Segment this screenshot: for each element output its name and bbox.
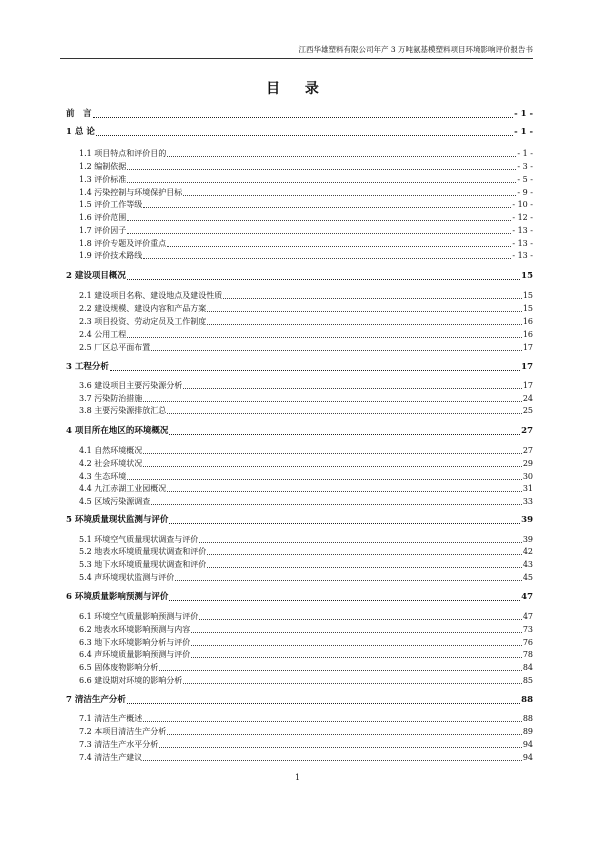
toc-chapter-entry[interactable] — [66, 270, 533, 283]
toc-entry-page: 94 — [522, 740, 533, 749]
toc-entry-page: 31 — [522, 484, 533, 493]
toc-entry-label: 2.5 厂区总平面布置 — [79, 343, 151, 352]
toc-section-entry[interactable] — [66, 198, 533, 211]
toc-dot-leader — [183, 388, 522, 389]
toc-entry-label: 6.2 地表水环境影响预测与内容 — [79, 625, 191, 634]
toc-dot-leader — [207, 567, 522, 568]
toc-dot-leader — [169, 600, 520, 601]
toc-entry-page: 89 — [522, 727, 533, 736]
toc-entry-page: 39 — [522, 535, 533, 544]
toc-entry-page: 47 — [521, 592, 533, 602]
toc-entry-page: 76 — [522, 638, 533, 647]
toc-entry-page: 88 — [522, 714, 533, 723]
toc-section-entry[interactable] — [66, 289, 533, 302]
toc-dot-leader — [191, 645, 522, 646]
toc-entry-label: 1.5 评价工作等级 — [79, 200, 143, 209]
toc-entry-label: 6.6 建设期对环境的影响分析 — [79, 676, 183, 685]
toc-chapter-entry[interactable] — [66, 425, 533, 438]
toc-section-entry[interactable] — [66, 379, 533, 392]
toc-entry-label: 6.5 固体废物影响分析 — [79, 663, 159, 672]
toc-chapter-entry[interactable] — [66, 361, 533, 374]
toc-entry-page: 17 — [522, 343, 533, 352]
toc-section-entry[interactable] — [66, 302, 533, 315]
toc-section-entry[interactable] — [66, 623, 533, 636]
toc-entry-page: 17 — [522, 381, 533, 390]
toc-entry-label: 1.7 评价因子 — [79, 226, 127, 235]
toc-section-entry[interactable] — [66, 224, 533, 237]
toc-entry-label: 3.7 污染防治措施 — [79, 394, 143, 403]
toc-entry-label: 7 清洁生产分析 — [66, 695, 126, 705]
toc-entry-page: - 1 - — [517, 149, 533, 158]
toc-dot-leader — [127, 337, 522, 338]
toc-dot-leader — [127, 182, 516, 183]
toc-dot-leader — [143, 721, 522, 722]
running-header: 江西华雄塑料有限公司年产 3 万吨氨基模塑料项目环境影响评价报告书 — [60, 44, 533, 59]
toc-dot-leader — [167, 734, 522, 735]
toc-entry-page: 17 — [521, 362, 533, 372]
toc-entry-label: 1.8 评价专题及评价重点 — [79, 239, 167, 248]
toc-section-entry[interactable] — [66, 495, 533, 508]
toc-entry-label: 4.4 九江赤湖工业园概况 — [79, 484, 167, 493]
toc-dot-leader — [167, 413, 522, 414]
toc-entry-page: - 13 - — [512, 226, 533, 235]
toc-dot-leader — [127, 233, 511, 234]
toc-dot-leader — [127, 220, 511, 221]
toc-dot-leader — [183, 683, 522, 684]
toc-section-entry[interactable] — [66, 249, 533, 262]
toc-entry-label: 7.4 清洁生产建议 — [79, 753, 143, 762]
toc-section-entry[interactable] — [66, 457, 533, 470]
toc-entry-page: 15 — [521, 271, 533, 281]
toc-entry-label: 2 建设项目概况 — [66, 271, 126, 281]
toc-entry-label: 6.4 声环境质量影响预测与评价 — [79, 650, 191, 659]
toc-entry-page: - 5 - — [517, 175, 533, 184]
toc-dot-leader — [207, 554, 522, 555]
toc-entry-page: 15 — [522, 304, 533, 313]
toc-entry-label: 2.4 公用工程 — [79, 330, 127, 339]
toc-entry-label: 3.8 主要污染源排放汇总 — [79, 406, 167, 415]
toc-dot-leader — [151, 350, 522, 351]
toc-dot-leader — [127, 479, 522, 480]
toc-entry-label: 5 环境质量现状监测与评价 — [66, 515, 169, 525]
toc-dot-leader — [167, 156, 516, 157]
toc-entry-page: - 1 - — [514, 127, 533, 137]
toc-section-entry[interactable] — [66, 648, 533, 661]
toc-dot-leader — [169, 523, 520, 524]
toc-dot-leader — [96, 135, 513, 136]
toc-section-entry[interactable] — [66, 545, 533, 558]
toc-chapter-entry[interactable] — [66, 514, 533, 527]
toc-dot-leader — [93, 117, 514, 118]
toc-entry-page: 88 — [521, 695, 533, 705]
toc-entry-page: 16 — [522, 317, 533, 326]
toc-dot-leader — [183, 195, 516, 196]
toc-entry-label: 7.1 清洁生产概述 — [79, 714, 143, 723]
toc-dot-leader — [143, 466, 522, 467]
toc-entry-page: 94 — [522, 753, 533, 762]
toc-dot-leader — [175, 580, 522, 581]
toc-entry-label: 1.6 评价范围 — [79, 213, 127, 222]
toc-entry-page: - 13 - — [512, 251, 533, 260]
toc-entry-page: 78 — [522, 650, 533, 659]
toc-dot-leader — [143, 401, 522, 402]
toc-dot-leader — [151, 504, 522, 505]
toc-dot-leader — [199, 542, 522, 543]
toc-dot-leader — [127, 169, 516, 170]
toc-dot-leader — [223, 298, 522, 299]
page-title: 目 录 — [266, 81, 329, 97]
toc-entry-label: 2.3 项目投资、劳动定员及工作制度 — [79, 317, 207, 326]
toc-section-entry[interactable] — [66, 315, 533, 328]
toc-dot-leader — [143, 258, 511, 259]
toc-entry-page: - 12 - — [512, 213, 533, 222]
toc-entry-page: 73 — [522, 625, 533, 634]
toc-entry-label: 前 言 — [66, 109, 92, 119]
toc-entry-label: 1.3 评价标准 — [79, 175, 127, 184]
toc-entry-page: - 1 - — [514, 109, 533, 119]
toc-section-entry[interactable] — [66, 558, 533, 571]
toc-entry-label: 6.3 地下水环境影响分析与评价 — [79, 638, 191, 647]
toc-chapter-entry[interactable] — [66, 591, 533, 604]
toc-entry-page: 85 — [522, 676, 533, 685]
toc-dot-leader — [159, 747, 522, 748]
toc-entry-label: 3.6 建设项目主要污染源分析 — [79, 381, 183, 390]
toc-dot-leader — [159, 670, 522, 671]
toc-dot-leader — [191, 657, 522, 658]
toc-section-entry[interactable] — [66, 444, 533, 457]
toc-entry-label: 5.3 地下水环境质量现状调查和评价 — [79, 560, 207, 569]
toc-entry-page: 45 — [522, 573, 533, 582]
toc-entry-label: 2.1 建设项目名称、建设地点及建设性质 — [79, 291, 223, 300]
toc-section-entry[interactable] — [66, 341, 533, 354]
toc-entry-page: 84 — [522, 663, 533, 672]
toc-entry-page: 33 — [522, 497, 533, 506]
toc-dot-leader — [127, 279, 520, 280]
toc-entry-page: 47 — [522, 612, 533, 621]
toc-dot-leader — [110, 370, 520, 371]
toc-entry-page: 39 — [521, 515, 533, 525]
toc-entry-label: 4.5 区域污染源调查 — [79, 497, 151, 506]
toc-entry-page: 42 — [522, 547, 533, 556]
toc-entry-page: 43 — [522, 560, 533, 569]
toc-entry-label: 5.4 声环境现状监测与评价 — [79, 573, 175, 582]
toc-entry-page: 15 — [522, 291, 533, 300]
toc-chapter-entry[interactable] — [66, 694, 533, 707]
toc-section-entry[interactable] — [66, 610, 533, 623]
toc-entry-label: 1.9 评价技术路线 — [79, 251, 143, 260]
toc-entry-label: 3 工程分析 — [66, 362, 109, 372]
toc-entry-page: - 13 - — [512, 239, 533, 248]
toc-dot-leader — [169, 434, 520, 435]
toc-entry-label: 4 项目所在地区的环境概况 — [66, 426, 169, 436]
toc-entry-label: 1 总 论 — [66, 127, 95, 137]
toc-section-entry[interactable] — [66, 751, 533, 764]
toc-section-entry[interactable] — [66, 211, 533, 224]
toc-entry-label: 2.2 建设规模、建设内容和产品方案 — [79, 304, 207, 313]
toc-entry-page: 16 — [522, 330, 533, 339]
toc-entry-label: 4.2 社会环境状况 — [79, 459, 143, 468]
toc-dot-leader — [207, 324, 522, 325]
toc-entry-label: 7.3 清洁生产水平分析 — [79, 740, 159, 749]
toc-entry-label: 1.4 污染控制与环境保护目标 — [79, 188, 183, 197]
toc-entry-label: 6 环境质量影响预测与评价 — [66, 592, 169, 602]
toc-dot-leader — [167, 246, 511, 247]
toc-entry-page: - 10 - — [512, 200, 533, 209]
toc-dot-leader — [167, 491, 522, 492]
toc-section-entry[interactable] — [66, 404, 533, 417]
page-number: 1 — [294, 773, 301, 782]
toc-dot-leader — [207, 311, 522, 312]
toc-entry-label: 6.1 环境空气质量影响预测与评价 — [79, 612, 199, 621]
toc-dot-leader — [143, 760, 522, 761]
toc-section-entry[interactable] — [66, 147, 533, 160]
toc-entry-page: - 9 - — [517, 188, 533, 197]
toc-entry-label: 5.2 地表水环境质量现状调查和评价 — [79, 547, 207, 556]
toc-section-entry[interactable] — [66, 173, 533, 186]
toc-section-entry[interactable] — [66, 328, 533, 341]
toc-entry-label: 1.1 项目特点和评价目的 — [79, 149, 167, 158]
toc-entry-page: 29 — [522, 459, 533, 468]
toc-entry-label: 7.2 本项目清洁生产分析 — [79, 727, 167, 736]
toc-dot-leader — [191, 632, 522, 633]
toc-section-entry[interactable] — [66, 482, 533, 495]
toc-entry-page: 25 — [522, 406, 533, 415]
toc-dot-leader — [199, 619, 522, 620]
toc-entry-label: 5.1 环境空气质量现状调查与评价 — [79, 535, 199, 544]
toc-entry-page: 24 — [522, 394, 533, 403]
toc-section-entry[interactable] — [66, 571, 533, 584]
toc-section-entry[interactable] — [66, 725, 533, 738]
toc-entry-page: 30 — [522, 472, 533, 481]
toc-section-entry[interactable] — [66, 738, 533, 751]
toc-section-entry[interactable] — [66, 160, 533, 173]
toc-section-entry[interactable] — [66, 674, 533, 687]
toc-entry-page: 27 — [521, 426, 533, 436]
toc-entry-label: 1.2 编制依据 — [79, 162, 127, 171]
toc-chapter-entry[interactable] — [66, 126, 533, 139]
toc-section-entry[interactable] — [66, 661, 533, 674]
toc-chapter-entry[interactable] — [66, 108, 533, 121]
toc-entry-page: - 3 - — [517, 162, 533, 171]
toc-entry-label: 4.3 生态环境 — [79, 472, 127, 481]
toc-dot-leader — [143, 207, 511, 208]
toc-entry-label: 4.1 自然环境概况 — [79, 446, 143, 455]
toc-entry-page: 27 — [522, 446, 533, 455]
toc-dot-leader — [127, 703, 520, 704]
toc-dot-leader — [143, 453, 522, 454]
toc-section-entry[interactable] — [66, 712, 533, 725]
